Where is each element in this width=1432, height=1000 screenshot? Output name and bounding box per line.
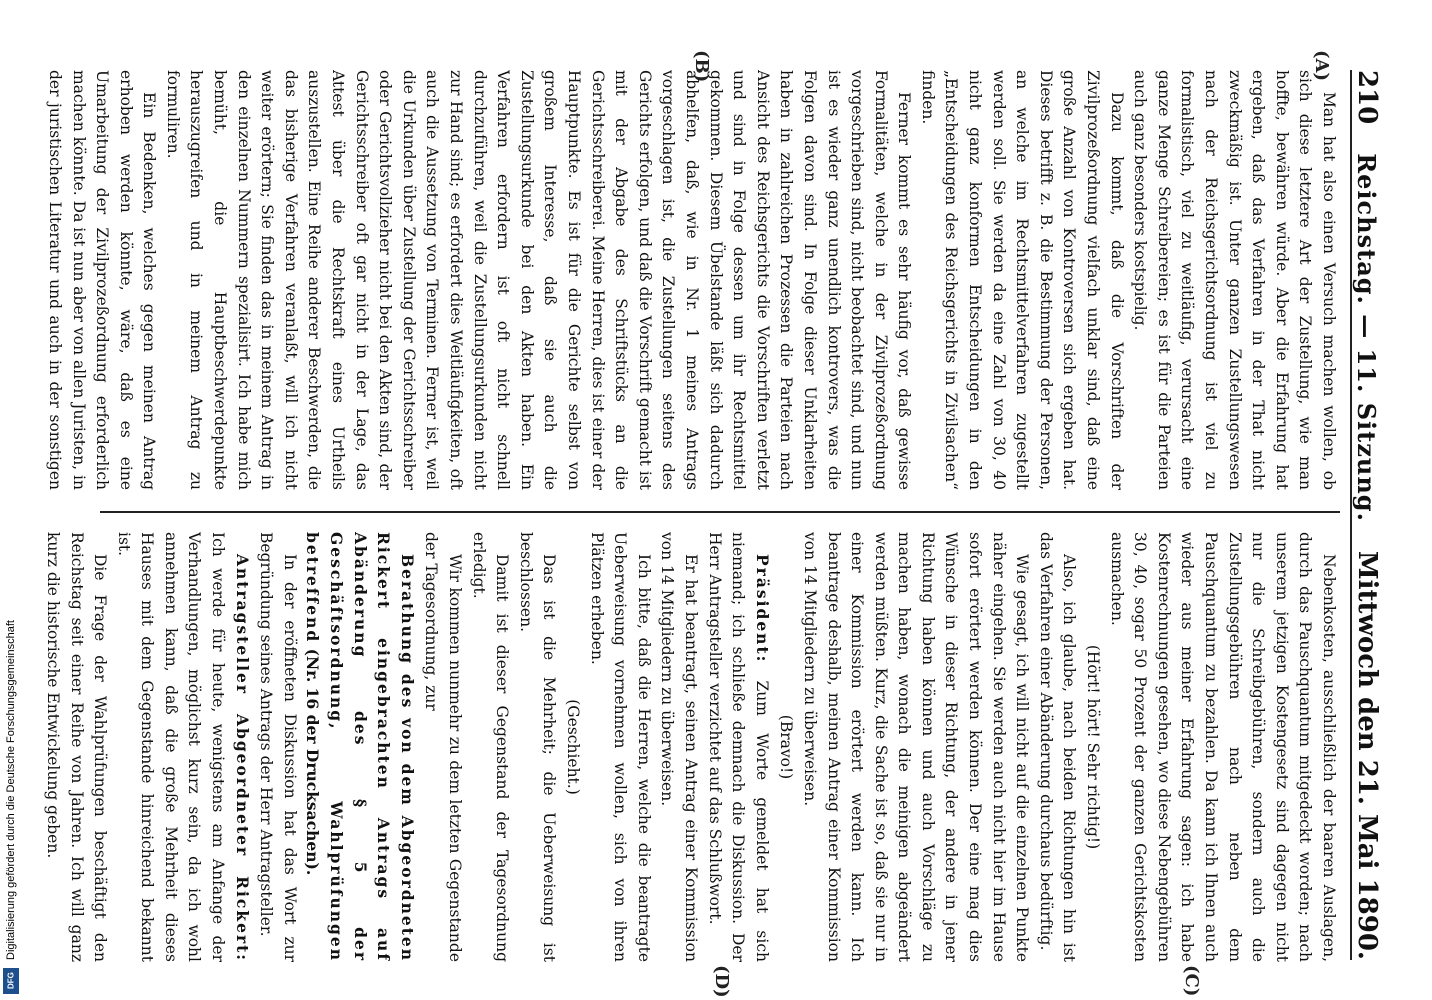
speaker-paragraph (702, 532, 774, 962)
credit-text: Digitalisierung gefördert durch die Deutsche Forschungsgemeinschaft (5, 620, 17, 960)
page-header (1350, 70, 1392, 960)
margin-mark-a: (A) (1311, 50, 1332, 81)
speaker-text: Zum Worte gemeldet hat sich niemand; ich schließe demnach die Diskussion. Der Herr Antragsteller verzichtet auf das Schlußwort. (705, 532, 771, 962)
right-paragraph: In der eröffneten Diskussion hat das Wort zur Begründung seines Antrags der Herr Antragsteller. (257, 532, 299, 962)
left-paragraph: Ferner kommt es sehr häufig vor, daß gewisse Formalitäten, welche in der Zivilprozeßordnung vorgeschrieben sind, nicht beobachtet sind, und nun ist es wieder ganz unendlich kontrovers, was die Folgen davon sind. In Folge dieser Unklarheiten haben in zahlreichen Prozessen die Parteien nach Ansicht des Reichsgerichts die Vorschriften verletzt und sind in Folge dessen um ihr Rechtsmittel gekommen. Diesem Übelstande läßt sich dadurch abhelfen, daß, wie in Nr. 1 meines Antrags vorgeschlagen ist, die Zustellungen seitens des Gerichts erfolgen, und daß die Vorschrift gemacht ist mit der Abgabe des Schriftstücks an die Gerichtsschreiberei. Meine Herren, dies ist einer der Hauptpunkte. Es ist für die Gerichte selbst von großem Interesse, daß sie auch die Zustellungsurkunde bei den Akten haben. Ein Verfahren erfordern ist oft nicht schnell durchzuführen, weil die Zustellungsurkunden nicht zur Hand sind; es erfordert dies Weitläufigkeiten, oft auch die Aussetzung von Terminen. Ferner ist, weil die Urkunden über Zustellung der Gerichtsschreiber oder Gerichtsvollzieher nicht bei den Akten sind, der Gerichtsschreiber oft gar nicht in der Lage, das Attest über die Rechtskraft eines Urtheils auszustellen. Eine Reihe anderer Beschwerden, die das bisherige Verfahren veranlaßt, will ich nicht weiter erörtern; Sie finden das in meinem Antrag in den einzelnen Nummern spezialisirt. Ich habe mich bemüht, die Hauptbeschwerdepunkte herauszugreifen und in meinem Antrag zu formuliren. (163, 70, 914, 490)
session-title: Reichstag. — 11. Sitzung. (1352, 153, 1381, 522)
dfg-logo: DFG (3, 968, 19, 994)
right-paragraph: Die Frage der Wahlprüfungen beschäftigt den Reichstag seit einer Reihe von Jahren. Ich will ganz kurz die historische Entwickelung geben. (43, 532, 110, 962)
right-paragraph: Das ist die Mehrheit; die Ueberweisung ist beschlossen. (516, 532, 559, 962)
speaker-name: Antragsteller Abgeordneter Rickert: (232, 554, 252, 962)
right-paragraph: Ich bitte, daß die Herren, welche die beantragte Ueberweisung vornehmen wollen, sich von ihren Plätzen erheben. (587, 532, 653, 962)
right-paragraph: Wie gesagt, ich will nicht auf die einzelnen Punkte näher eingehen. Sie werden auch nicht hier im Hause sofort erörtert werden können. Der eine mag dies Wünsche in dieser Richtung, der andere in jener Richtung haben können und auch Vorschläge zu machen haben, wonach die meinigen abgeändert werden müßten. Kurz, die Sache ist so, daß sie nur in einer Kommission erörtert werden kann. Ich beantrage deshalb, meinen Antrag einer Kommission von 14 Mitgliedern zu überweisen. (800, 532, 1032, 962)
right-paragraph: Damit ist dieser Gegenstand der Tagesordnung erledigt. (469, 532, 512, 962)
right-column (40, 532, 1340, 962)
speaker-name: Präsident: (752, 554, 772, 664)
left-paragraph: Ein Bedenken, welches gegen meinen Antrag erhoben werden könnte, wäre, daß es eine Umarbeitung der Zivilprozeßordnung erforderlich machen könnte. Da ist nun aber von allen Juristen, in der juristischen Literatur und auch in der sonstigen (45, 70, 159, 490)
right-paragraph: Also, ich glaube, nach beiden Richtungen hin ist das Verfahren einer Abänderung durchaus bedürftig. (1036, 532, 1079, 962)
reaction-note: (Hört! hört! Sehr richtig!) (1084, 644, 1103, 850)
agenda-heading-ref: (Nr. 16 der Drucksachen). (303, 648, 323, 876)
margin-mark-b: (B) (691, 50, 712, 83)
left-paragraph: Dazu kommt, daß die Vorschriften der Zivilprozeßordnung vielfach unklar sind, daß eine große Anzahl von Kontroversen sich ergeben hat. Dieses betrifft z. B. die Bestimmung der Personen, an welche im Rechtsmittelverfahren zugestellt werden soll. Sie werden da eine Zahl von 30, 40 nicht ganz konformen Entscheidungen in den „Entscheidungen des Reichsgerichts in Zivilsachen“ finden. (918, 70, 1126, 490)
speaker-paragraph (111, 532, 254, 962)
reaction-note: (Bravo!) (777, 714, 796, 780)
session-date: Mittwoch den 21. Mai 1890. (1352, 550, 1382, 960)
margin-mark-d: (D) (711, 965, 732, 998)
column-divider (100, 511, 1340, 513)
right-paragraph: Wir kommen nunmehr zu dem letzten Gegenstande der Tagesordnung, zur (422, 532, 465, 962)
agenda-heading (301, 532, 419, 962)
agenda-heading-text: Berathung des von dem Abgeordneten Rickert eingebrachten Antrags auf Abänderung des § 5 der Geschäftsordnung, Wahlprüfungen betreffend (303, 532, 417, 962)
right-paragraph: Nebenkosten, ausschließlich der baaren Auslagen, durch das Pauschquantum mitgedeckt worden; nach unserem jetzigen Kostengesetz sind dagegen nicht nur die Schreibgebühren, sondern auch die Zustellungsgebühren nach neben dem Pauschquantum zu bezahlen. Da kann ich Ihnen auch wieder aus meiner Erfahrung sagen: ich habe Kostenrechnungen gesehen, wo diese Nebengebühren 30, 40, sogar 50 Prozent der ganzen Gerichtskosten ausmachen. (1107, 532, 1338, 962)
page-number: 210 (1352, 70, 1382, 125)
margin-mark-c: (C) (1181, 965, 1202, 997)
speaker-text: Ich werde für heute, wenigstens am Anfange der Verhandlungen, möglichst kurz sein, da ich wohl annehmen kann, daß die große Mehrheit dieses Hauses mit dem Gegenstande hinreichend bekannt ist. (114, 532, 228, 962)
digitization-credit (0, 0, 22, 1000)
reaction-note: (Geschieht.) (564, 699, 582, 795)
right-paragraph: Er hat beantragt, seinen Antrag einer Kommission von 14 Mitgliedern zu überweisen. (658, 532, 700, 962)
left-column (40, 70, 1340, 490)
left-paragraph: Man hat also einen Versuch machen wollen, ob sich diese letztere Art der Zustellung, wie man hoffte, bewähren würde. Aber die Erfahrung hat ergeben, daß das Verfahren in der That nicht zweckmäßig ist. Unter ganzen Zustellungswesen nach der Reichsgerichtsordnung ist viel zu formalistisch, viel zu weitläufig, verursacht eine ganze Menge Schreibereien; es ist für die Parteien auch ganz besonders kostspielig. (1131, 70, 1338, 490)
